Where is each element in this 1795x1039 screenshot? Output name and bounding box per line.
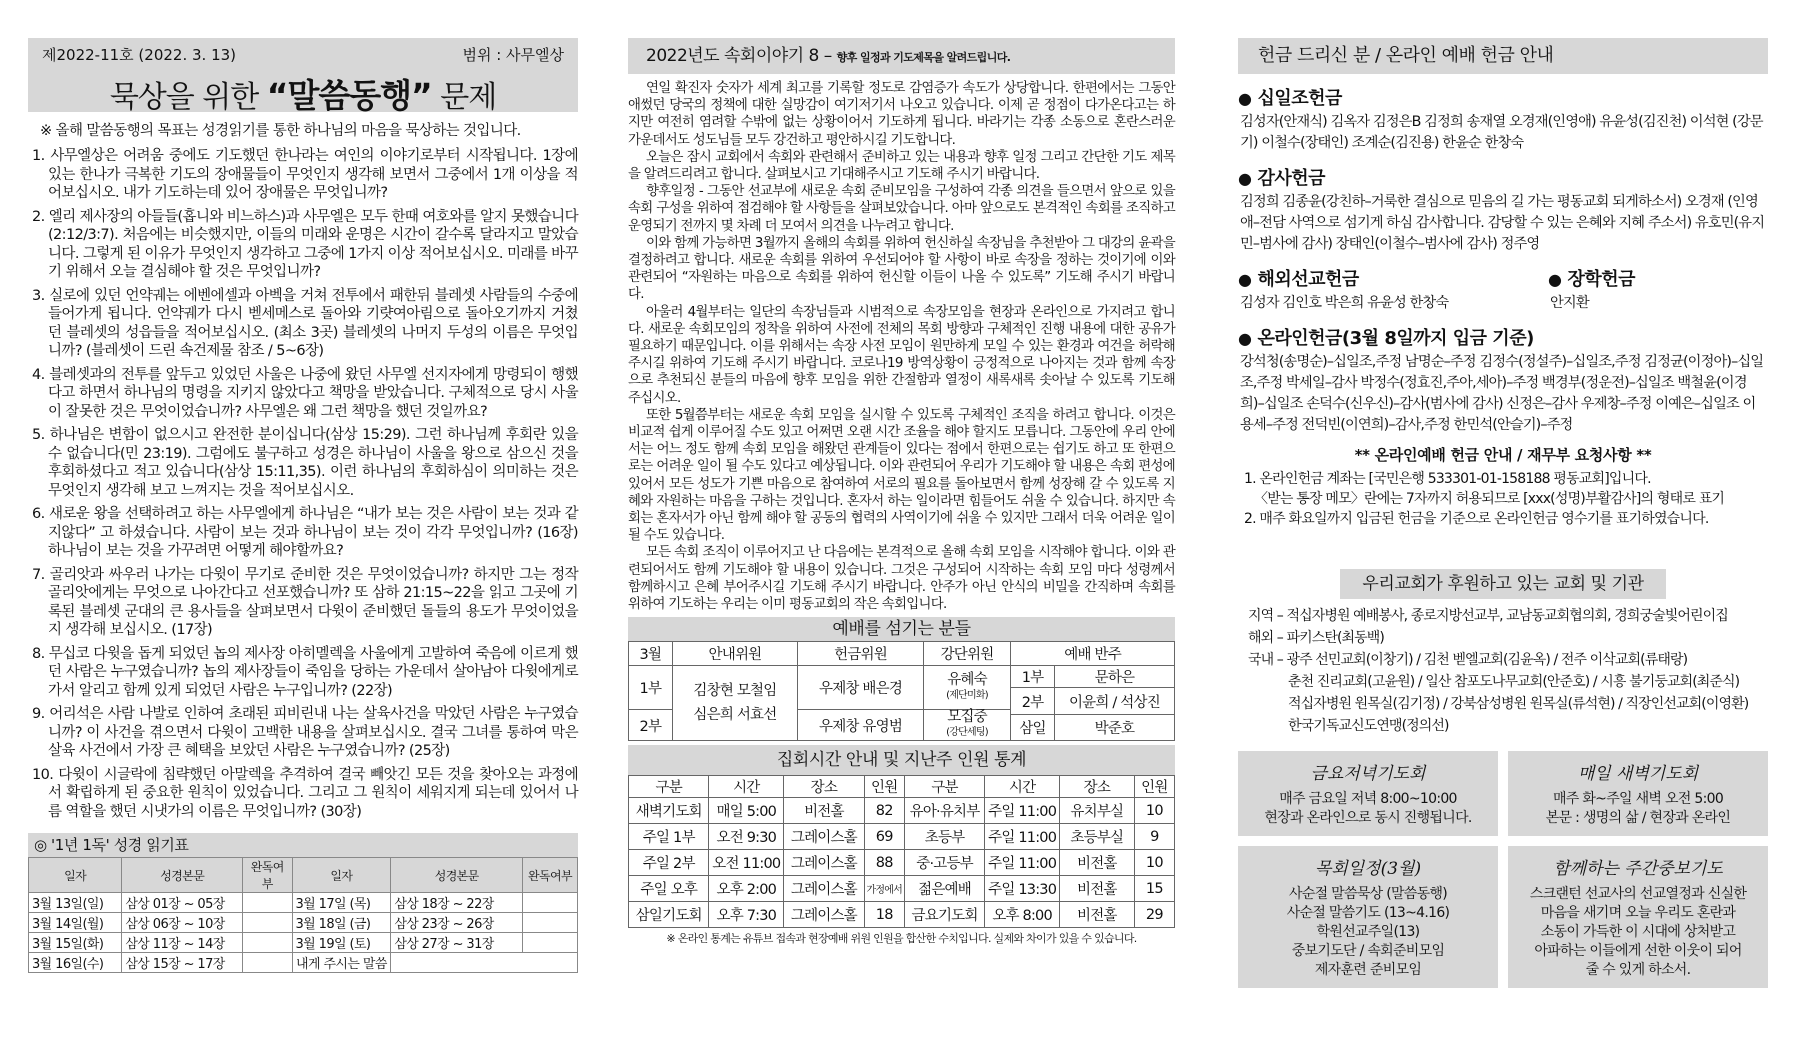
title-prefix: 묵상을 위한: [109, 80, 267, 115]
box-line: 현장과 온라인으로 동시 진행됩니다.: [1264, 810, 1472, 826]
section-label: 온라인헌금(3월 8일까지 입금 기준): [1257, 328, 1534, 349]
altar-name: 유혜숙: [947, 671, 987, 688]
bullet-icon: ●: [1238, 169, 1252, 188]
offering-header: 헌금 드리신 분 / 온라인 예배 헌금 안내: [1238, 38, 1768, 74]
read-check-cell[interactable]: [243, 933, 292, 953]
scholar-block: [1548, 255, 1635, 314]
table-row: [29, 953, 578, 973]
table-header: 구분: [904, 776, 984, 798]
question-item: 3. 실로에 있던 언약궤는 에벤에셀과 아벡을 거쳐 전투에서 패한뒤 블레셋 사람들의 수중에 들어가게 됩니다. 언약궤가 다시 벧세메스로 돌아와 기럇여아림으로 돌아오기까지 거쳤던 블레셋의 성읍들을 적어보십시오. (최소 3곳) 블레셋의 나머지 두성의 이름은 무엇입니까? (블레셋이 드린 속건제물 참조 / 5~6장): [32, 287, 578, 359]
table-row: [29, 913, 578, 933]
table-cell: 새벽기도회: [629, 798, 709, 824]
table-cell: 이윤희 / 석상진: [1054, 688, 1174, 715]
story-body: [628, 80, 1175, 613]
title-suffix: 문제: [431, 80, 497, 115]
table-cell: 젊은예배: [904, 876, 984, 902]
table-cell: 주일 1부: [629, 824, 709, 850]
tithe-section-title: [1238, 84, 1768, 110]
mission-scholar-row: [1238, 255, 1768, 314]
table-cell: 3월 15일(화): [29, 933, 122, 953]
table-header-row: [629, 776, 1175, 798]
table-header: 안내위원: [672, 642, 798, 666]
tithe-names: 김성자(안재식) 김옥자 김정은B 김정희 송재열 오경재(인영애) 유윤성(김진천) 이석현 (강문기) 이철수(장태인) 조계순(김진용) 한윤순 한창숙: [1240, 114, 1763, 151]
box-line: 매주 화~주일 새벽 오전 5:00: [1552, 791, 1724, 807]
table-header: 강단위원: [923, 642, 1010, 666]
table-row: [629, 850, 1175, 876]
table-row: [629, 824, 1175, 850]
table-cell: 비전홀: [1059, 850, 1134, 876]
table-cell: 그레이스홀: [784, 824, 864, 850]
box-line: 스크랜턴 선교사의 선교열정과 신실한: [1529, 886, 1747, 902]
table-cell: 삼일: [1011, 715, 1055, 741]
support-line: 해외 – 파키스탄(최동백): [1248, 630, 1384, 646]
table-cell: 비전홀: [784, 798, 864, 824]
table-header: 시간: [709, 776, 784, 798]
table-cell: 주일 11:00: [985, 798, 1060, 824]
table-cell: 2부: [1011, 688, 1055, 715]
question-item: 8. 무십코 다윗을 돕게 되었던 놉의 제사장 아히멜렉을 사울에게 고발하여 죽음에 이르게 했던 사람은 누구였습니까? 놉의 제사장들이 죽임을 당하는 가운데서 살아남아 다윗에게로 가서 알리고 함께 있게 되었던 사람은 누구입니까? (22장): [32, 645, 578, 699]
box-title: 목회일정(3월): [1314, 859, 1422, 879]
table-header: 성경본문: [391, 858, 523, 893]
story-paragraph: 모든 속회 조직이 이루어지고 난 다음에는 본격적으로 올해 속회 모임을 시작해야 합니다. 이와 관련되어서도 함께 기도해야 할 내용이 있습니다. 그것은 구성되어 시작하는 속회 모임 마다 성령께서 함께하시고 은혜 부어주시길 기도해 주시기 바랍니다. 안주가 아닌 안식의 비밀을 간직하며 속회를 위하여 기도하는 우리는 이미 평동교회의 작은 속회입니다.: [628, 545, 1175, 613]
table-cell: 3월 16일(수): [29, 953, 122, 973]
table-header: 인원: [864, 776, 904, 798]
table-cell: 주일 11:00: [985, 824, 1060, 850]
cell-group-column: [628, 38, 1175, 946]
dawn-prayer-box: [1508, 751, 1768, 836]
guide-committee: 김창현 모철임 심은희 서효선: [672, 666, 798, 741]
info-boxes: [1238, 751, 1768, 988]
table-cell: 초등부실: [1059, 824, 1134, 850]
support-line: 한국기독교신도연맹(정의선): [1288, 718, 1449, 734]
section-label: 장학헌금: [1567, 269, 1636, 290]
table-cell: 88: [864, 850, 904, 876]
mission-names: 김성자 김인호 박은희 유윤성 한창숙: [1240, 295, 1449, 311]
box-title: 금요저녁기도회: [1310, 764, 1426, 784]
table-header: 성경본문: [122, 858, 243, 893]
meditation-title: [28, 70, 578, 117]
table-header: 완독여부: [523, 858, 578, 893]
table-header: 장소: [1059, 776, 1134, 798]
online-notice-line: 1. 온라인헌금 계좌는 [국민은행 533301-01-158188 평동교회]입니다.: [1244, 471, 1651, 487]
table-cell: 10: [1134, 798, 1174, 824]
table-header: 일자: [292, 858, 391, 893]
table-cell: 2부: [629, 710, 673, 741]
table-cell: 삼상 11장 ~ 14장: [122, 933, 243, 953]
bullet-icon: ●: [1548, 270, 1562, 289]
story-subtitle: 향후 일정과 기도제목을 알려드립니다.: [836, 51, 1011, 64]
table-cell: 15: [1134, 876, 1174, 902]
box-line: 마음을 새기며 오늘 우리도 혼란과: [1540, 905, 1736, 921]
table-cell: 문하은: [1054, 666, 1174, 688]
story-paragraph: 연일 확진자 숫자가 세계 최고를 기록할 정도로 감염증가 속도가 상당합니다. 한편에서는 그동안 애썼던 당국의 정책에 대한 실망감이 여기저기서 나오고 있습니다. 이제 곧 정점이 다가온다고는 하지만 여전히 염려할 수밖에 없는 상황이어서 기도하게 됩니다. 바라기는 각종 소동으로 혼란스러운 가운데서도 성도님들 모두 강건하고 평안하시길 기도합니다.: [628, 81, 1175, 148]
box-line: 사순절 말씀묵상 (말씀동행): [1288, 886, 1448, 902]
table-cell: 삼상 01장 ~ 05장: [122, 893, 243, 913]
box-line: 아파하는 이들에게 선한 이웃이 되어: [1534, 943, 1742, 959]
scholar-names: 안지환: [1550, 295, 1589, 311]
read-check-cell[interactable]: [523, 913, 578, 933]
table-row: [29, 933, 578, 953]
table-cell: 매일 5:00: [709, 798, 784, 824]
table-cell: 오전 11:00: [709, 850, 784, 876]
table-cell: 그레이스홀: [784, 876, 864, 902]
box-line: 제자훈련 준비모임: [1314, 962, 1422, 978]
table-header: 시간: [985, 776, 1060, 798]
read-check-cell[interactable]: [523, 933, 578, 953]
reading-plan-title: ◎ '1년 1독' 성경 읽기표: [28, 833, 578, 857]
table-cell: 중·고등부: [904, 850, 984, 876]
meditation-intro: ※ 올해 말씀동행의 목표는 성경읽기를 통한 하나님의 마음을 묵상하는 것입니다.: [40, 123, 521, 139]
offering-column: [1238, 38, 1768, 988]
support-title: 우리교회가 후원하고 있는 교회 및 기관: [1340, 569, 1666, 599]
box-line: 중보기도단 / 속회준비모임: [1291, 943, 1445, 959]
section-label: 해외선교헌금: [1257, 269, 1359, 290]
table-cell: 삼일기도회: [629, 902, 709, 928]
friday-prayer-box: [1238, 751, 1498, 836]
table-cell: 삼상 23장 ~ 26장: [391, 913, 523, 933]
question-item: 2. 엘리 제사장의 아들들(홉니와 비느하스)과 사무엘은 모두 한때 여호와를 알지 못했습니다(2:12/3:7). 처음에는 비슷했지만, 이들의 미래와 운명은 시간이 갈수록 달라지고 말았습니다. 그렇게 된 이유가 무엇인지 생각하고 그중에 1가지 이상 적어보십시오. 미래를 바꾸기 위해서 오늘 결심해야 할 것은 무엇입니까?: [32, 208, 578, 280]
attendance-table: [628, 775, 1175, 928]
table-header: 일자: [29, 858, 122, 893]
table-header-row: [29, 858, 578, 893]
box-line: 소동이 가득한 이 시대에 상처받고: [1540, 924, 1736, 940]
table-row: [29, 893, 578, 913]
section-label: 십일조헌금: [1257, 88, 1342, 109]
online-notice-line: 2. 매주 화요일까지 입금된 헌금을 기준으로 온라인헌금 영수기를 표기하였습니다.: [1244, 511, 1709, 527]
ministry-schedule-box: [1238, 846, 1498, 988]
table-row: [629, 666, 1175, 688]
service-team-table: [628, 641, 1175, 741]
question-item: 10. 다윗이 시글락에 침략했던 아말렉을 추격하여 결국 빼앗긴 모든 것을 찾아오는 과정에서 확립하게 된 중요한 원칙이 있었습니다. 그리고 그 원칙이 세워지게 되는데 있어서 나름 역할을 했던 시냇가의 이름은 무엇입니까? (30장): [32, 766, 578, 820]
question-item: 5. 하나님은 변함이 없으시고 완전한 분이십니다(삼상 15:29). 그런 하나님께 후회란 있을 수 없습니다(민 23:19). 그럼에도 불구하고 성경은 하나님이 사울을 왕으로 삼으신 것을 후회하셨다고 적고 있습니다(삼상 15:11,35). 이런 하나님의 후회하심이 의미하는 것은 무엇인지 생각해 보고 느껴지는 것을 적어보십시오.: [32, 427, 578, 499]
support-line: 국내 – 광주 선민교회(이창기) / 김천 벧엘교회(김윤옥) / 전주 이삭교회(류태랑): [1248, 652, 1688, 668]
meditation-column: [28, 38, 578, 973]
table-cell: [923, 666, 1010, 710]
table-header: 헌금위원: [798, 642, 924, 666]
question-item: 7. 골리앗과 싸우러 나가는 다윗이 무기로 준비한 것은 무엇이었습니까? 하지만 그는 정작 골리앗에게는 무엇으로 나아간다고 선포했습니까? 또 삼하 21:15~22을 읽고 그곳에 기록된 블레셋 군대의 큰 용사들을 살펴보면서 다윗이 준비했던 돌들의 용도가 무엇이었을지 생각해 보십시오. (17장): [32, 566, 578, 638]
meditation-header: [28, 38, 578, 115]
online-names: 강석청(송명순)–십일조,주정 남명순–주정 김정수(정설주)–십일조,주정 김정균(이정아)–십일조,주정 박세일–감사 박정수(정효진,주아,세아)–주정 백경부(정운전)–십일조 백철윤(이경희)–십일조 손덕수(신우신)–감사(범사에 감사) 신정은–감사 우제창–주정 이예은–십일조 이용세–주정 전덕빈(이연희)–감사,주정 한민석(안슬기)–주정: [1240, 354, 1764, 433]
box-line: 학원선교주일(13): [1316, 924, 1420, 940]
table-cell: 3월 17일 (목): [292, 893, 391, 913]
story-header: [628, 38, 1175, 74]
box-line: 사순절 말씀기도 (13~4.16): [1286, 905, 1450, 921]
mission-section-title: [1238, 265, 1548, 291]
read-check-cell[interactable]: [243, 953, 292, 973]
table-header: 예배 반주: [1011, 642, 1175, 666]
online-notice-title: ** 온라인예배 헌금 안내 / 재무부 요청사항 **: [1354, 446, 1652, 464]
table-cell: 3월 13일(일): [29, 893, 122, 913]
table-cell: 박준호: [1054, 715, 1174, 741]
table-cell: 우제창 유영범: [798, 710, 924, 741]
box-title: 함께하는 주간중보기도: [1553, 859, 1723, 879]
attendance-title: 집회시간 안내 및 지난주 인원 통계: [628, 745, 1175, 775]
story-paragraph: 아울러 4월부터는 일단의 속장님들과 시범적으로 속장모임을 현장과 온라인으로 가지려고 합니다. 새로운 속회모임의 정착을 위하여 사전에 전체의 목회 방향과 구체적인 진행 내용에 대한 공유가 필요하기 때문입니다. 이를 위해서는 속장 사전 모임이 원만하게 모일 수 있는 환경과 여건을 허락해 주시길 위하여 기도해 주시기 바랍니다. 코로나19 방역상황이 긍정적으로 나아지는 것과 함께 속장으로 추천되신 분들의 마음에 향후 모임을 위한 간절함과 열정이 새록새록 솟아날 수 있도록 기도해 주십시오.: [628, 304, 1175, 406]
read-check-cell[interactable]: [243, 913, 292, 933]
question-item: 9. 어리석은 사람 나발로 인하여 초래된 피비린내 나는 살육사건을 막았던 사람은 누구였습니까? 이 사건을 겪으면서 다윗이 고백한 내용을 살펴보십시오. 결국 그녀를 통하여 막은 살육 사건에서 가장 큰 혜택을 보았던 사람은 누구였습니까? (25장): [32, 706, 578, 759]
box-title: 매일 새벽기도회: [1577, 764, 1699, 784]
table-header-row: [629, 642, 1175, 666]
table-cell: 그레이스홀: [784, 902, 864, 928]
table-cell: 주일 13:30: [985, 876, 1060, 902]
section-label: 감사헌금: [1257, 168, 1326, 189]
bullet-icon: ●: [1238, 270, 1252, 289]
table-cell: [923, 710, 1010, 741]
support-line: 지역 – 적십자병원 예배봉사, 종로지방선교부, 교남동교회협의회, 경희궁술빛어린이집: [1248, 608, 1728, 624]
table-cell: 오후 2:00: [709, 876, 784, 902]
altar-role: (강단세팅): [946, 727, 988, 739]
table-cell: 비전홀: [1059, 876, 1134, 902]
bullet-icon: ●: [1238, 89, 1252, 108]
table-cell: 주일 오후: [629, 876, 709, 902]
reading-plan-table: [28, 857, 578, 973]
table-cell: 10: [1134, 850, 1174, 876]
table-row: [629, 876, 1175, 902]
online-section-title: [1238, 324, 1768, 350]
table-cell: 우제창 배은경: [798, 666, 924, 710]
table-cell: 삼상 27장 ~ 31장: [391, 933, 523, 953]
table-cell: [391, 953, 578, 973]
mission-block: [1238, 255, 1548, 314]
table-header: 3월: [629, 642, 673, 666]
table-cell: 29: [1134, 902, 1174, 928]
story-title: 2022년도 속회이야기 8 –: [646, 46, 837, 66]
table-cell: 오후 8:00: [985, 902, 1060, 928]
table-cell: 주일 2부: [629, 850, 709, 876]
table-header: 장소: [784, 776, 864, 798]
altar-name: 모집중: [947, 709, 987, 726]
table-cell: 3월 19일 (토): [292, 933, 391, 953]
table-cell: 9: [1134, 824, 1174, 850]
table-cell: 82: [864, 798, 904, 824]
bullet-icon: ●: [1238, 329, 1252, 348]
table-cell: 오전 9:30: [709, 824, 784, 850]
table-cell: 주일 11:00: [985, 850, 1060, 876]
table-cell: 삼상 06장 ~ 10장: [122, 913, 243, 933]
table-cell: 1부: [1011, 666, 1055, 688]
box-line: 매주 금요일 저녁 8:00~10:00: [1279, 791, 1457, 807]
table-cell: 금요기도회: [904, 902, 984, 928]
table-cell: 오후 7:30: [709, 902, 784, 928]
table-cell: 초등부: [904, 824, 984, 850]
table-cell: 69: [864, 824, 904, 850]
table-cell: 유치부실: [1059, 798, 1134, 824]
table-header: 완독여부: [243, 858, 292, 893]
table-cell: 삼상 15장 ~ 17장: [122, 953, 243, 973]
box-line: 본문 : 생명의 삶 / 현장과 온라인: [1545, 810, 1731, 826]
table-cell: 1부: [629, 666, 673, 710]
reading-scope: 범위 : 사무엘상: [462, 46, 564, 64]
table-header: 인원: [1134, 776, 1174, 798]
support-line: 적십자병원 원목실(김기정) / 강북삼성병원 원목실(류석현) / 직장인선교회(이영환): [1288, 696, 1749, 712]
table-row: [629, 902, 1175, 928]
table-cell: 삼상 18장 ~ 22장: [391, 893, 523, 913]
question-list: [28, 147, 578, 821]
question-item: 1. 사무엘상은 어려움 중에도 기도했던 한나라는 여인의 이야기로부터 시작됩니다. 1장에 있는 한나가 극복한 기도의 장애물들이 무엇인지 생각해 보면서 그중에서 1개 이상을 적어보십시오. 내가 기도하는데 있어 장애물은 무엇입니까?: [32, 148, 578, 201]
table-row: [629, 798, 1175, 824]
thanks-section-title: [1238, 164, 1768, 190]
story-paragraph: 또한 5월쯤부터는 새로운 속회 모임을 실시할 수 있도록 구체적인 조직을 하려고 합니다. 이것은 비교적 쉽게 이루어질 수도 있고 어쩌면 오랜 시간 조율을 해야 할지도 모릅니다. 그동안에 우리 안에서는 어느 정도 함께 속회 모임을 해왔던 관계들이 있다는 점에서 한편으로는 쉽기도 하고 또 한편으로는 어려운 일이 될 수도 있다고 예상됩니다. 이와 관련되어 우리가 기도해야 할 내용은 속회 편성에 있어서 모든 성도가 기쁜 마음으로 참여하여 서로의 필요를 돌아보면서 함께 성장해 갈 수 있도록 지혜와 자원하는 마음을 구하는 것입니다. 혼자서 하는 일이라면 힘들어도 쉬울 수 있습니다. 하지만 속회는 혼자서가 아닌 함께 해야 할 공동의 협력의 사역이기에 쉬울 수 있지만 그래서 더욱 어려운 일이 될 수도 있습니다.: [628, 407, 1175, 544]
title-emphasis: “말씀동행”: [266, 76, 432, 115]
question-item: 4. 블레셋과의 전투를 앞두고 있었던 사울은 나중에 왔던 사무엘 선지자에게 망령되이 행했다고 하면서 하나님의 명령을 지키지 않았다고 책망을 받았습니다. 구체적으로 당시 사울이 잘못한 것은 무엇이었습니까? 사무엘은 왜 그런 책망을 했던 것일까요?: [32, 366, 578, 420]
table-cell: 유아·유치부: [904, 798, 984, 824]
table-cell: 18: [864, 902, 904, 928]
service-team-title: 예배를 섬기는 분들: [628, 617, 1175, 641]
question-item: 6. 새로운 왕을 선택하려고 하는 사무엘에게 하나님은 “내가 보는 것은 사람이 보는 것과 같지않다” 고 하셨습니다. 사람이 보는 것과 하나님이 보는 것이 각각 무엇입니까? (16장) 하나님이 보는 것을 가꾸려면 어떻게 해야할까요?: [32, 506, 578, 559]
attendance-note: ※ 온라인 통계는 유튜브 접속과 현장예배 위원 인원을 합산한 수치입니다. 실제와 차이가 있을 수 있습니다.: [666, 932, 1137, 946]
thanks-names: 김정희 김종윤(강친하–거룩한 결심으로 믿음의 길 가는 평동교회 되게하소서) 오경재 (인영애–전담 사역으로 섬기게 하심 감사합니다. 감당할 수 있는 은혜와 지혜 주소서) 유호민(유지민–범사에 감사) 장태인(이철수–범사에 감사) 정주영: [1240, 194, 1765, 252]
table-cell: 3월 18일 (금): [292, 913, 391, 933]
read-check-cell[interactable]: [523, 893, 578, 913]
story-paragraph: 향후일정 - 그동안 선교부에 새로운 속회 준비모임을 구성하여 각종 의견을 들으면서 앞으로 있을 속회 구성을 위하여 점검해야 할 사항들을 살펴보았습니다. 아마 앞으로도 본격적인 속회를 조직하고 운영되기 전까지 몇 차례 더 모여서 의견을 나누려고 합니다.: [628, 184, 1175, 234]
story-paragraph: 오늘은 잠시 교회에서 속회와 관련해서 준비하고 있는 내용과 향후 일정 그리고 간단한 기도 제목을 알려드리려고 합니다. 살펴보시고 기대해주시고 기도해 주시기 바랍니다.: [628, 149, 1175, 183]
table-cell: 그레이스홀: [784, 850, 864, 876]
table-cell: 내게 주시는 말씀: [292, 953, 391, 973]
support-line: 춘천 진리교회(고윤원) / 일산 참포도나무교회(안준호) / 시흥 불기둥교회(최준식): [1288, 674, 1740, 690]
altar-role: (제단미화): [946, 689, 988, 701]
online-notice-line: 〈받는 통장 메모〉란에는 7자까지 허용되므로 [xxx(성명)부활감사]의 형태로 표기: [1254, 491, 1725, 507]
story-paragraph: 이와 함께 가능하면 3월까지 올해의 속회를 위하여 헌신하실 속장님을 추천받아 그 대강의 윤곽을 결정하려고 합니다. 새로운 속회를 위하여 우선되어야 할 사항이 바로 속장을 정하는 것이기에 이와 관련되어 “자원하는 마음으로 속회를 위하여 헌신할 이들이 나올 수 있도록” 기도해 주시기 바랍니다.: [628, 235, 1175, 303]
issue-number: 제2022-11호 (2022. 3. 13): [42, 46, 237, 64]
read-check-cell[interactable]: [243, 893, 292, 913]
scholar-section-title: [1548, 265, 1635, 291]
box-line: 줄 수 있게 하소서.: [1585, 962, 1691, 978]
table-cell: 비전홀: [1059, 902, 1134, 928]
table-cell: 3월 14일(월): [29, 913, 122, 933]
table-cell: 가정에서: [864, 876, 904, 902]
intercession-box: [1508, 846, 1768, 988]
table-header: 구분: [629, 776, 709, 798]
